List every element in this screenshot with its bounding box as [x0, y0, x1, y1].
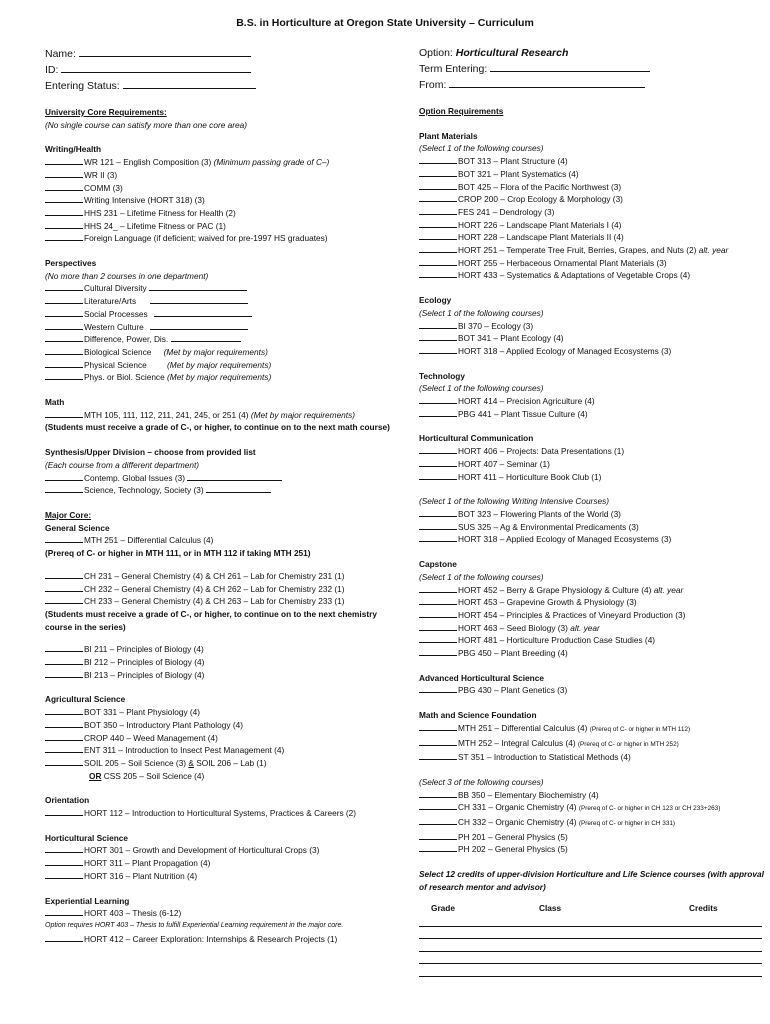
grade-header: Grade [431, 902, 455, 913]
list-item: BOT 323 – Flowering Plants of the World (3) [419, 508, 764, 521]
plant-materials-section: Plant Materials (Select 1 of the following courses) BOT 313 – Plant Structure (4) BOT 321 – Plant Systematics (4) BOT 425 – Flora of the Pacific Northwest (3) CROP 200 – Crop Ecology & Morphology (3) FES 241 – Dendrology (3) HORT 226 – Landscape Plant Materials I (4) HORT 228 – Landscape Plant Materials II (4) HORT 251 – Temperate Tree Fruit, Berries, Grapes, and Nuts (2) alt. year HORT 255 – Herbaceous Ornamental Plant Materials (3) HORT 433 – Systematics & Adaptations of Vegetable Crops (4) [419, 130, 764, 282]
list-item: HORT 406 – Projects: Data Presentations (1) [419, 445, 764, 458]
horticultural-science-section: Horticultural Science HORT 301 – Growth and Development of Horticultural Crops (3) HORT 311 – Plant Propagation (4) HORT 316 – Plant Nutrition (4) [45, 832, 390, 883]
entering-status-field[interactable]: Entering Status: [45, 78, 390, 94]
list-item: Physical Science (Met by major requirements) [45, 359, 390, 372]
list-item: Cultural Diversity [45, 282, 390, 295]
perspectives-section: Perspectives (No more than 2 courses in one department) Cultural Diversity Literature/Arts Social Processes Western Culture Difference, Power, Dis. Biological Science (Met by major requirements) Physical Science (Met by major requirements) Phys. or Biol. Science (Met by major requirements) [45, 257, 390, 384]
experiential-learning-section: Experiential Learning HORT 403 – Thesis (6-12) Option requires HORT 403 – Thesis to fulfill Experiential Learning requirement in the major core. HORT 412 – Career Exploration: Internships & Research Projects (1) [45, 895, 390, 946]
list-item: CH 232 – General Chemistry (4) & CH 262 – Lab for Chemistry 232 (1) [45, 583, 390, 596]
grade-table-row[interactable] [419, 964, 762, 977]
list-item: HORT 463 – Seed Biology (3) alt. year [419, 622, 764, 635]
list-item: ST 351 – Introduction to Statistical Methods (4) [419, 751, 764, 764]
list-item: BOT 331 – Plant Physiology (4) [45, 706, 390, 719]
list-item: HHS 24_ – Lifetime Fitness or PAC (1) [45, 220, 390, 233]
list-item: HORT 251 – Temperate Tree Fruit, Berries, Grapes, and Nuts (2) alt. year [419, 244, 764, 257]
list-item: WR II (3) [45, 169, 390, 182]
list-item: Science, Technology, Society (3) [45, 484, 390, 497]
list-item: HORT 255 – Herbaceous Ornamental Plant Materials (3) [419, 257, 764, 270]
list-item: HORT 403 – Thesis (6-12) [45, 907, 390, 920]
list-item: ENT 311 – Introduction to Insect Pest Management (4) [45, 744, 390, 757]
credits-header: Credits [689, 902, 718, 913]
writing-health-section: Writing/Health WR 121 – English Composition (3) (Minimum passing grade of C–) WR II (3) COMM (3) Writing Intensive (HORT 318) (3) HHS 231 – Lifetime Fitness for Health (2) HHS 24_ – Lifetime Fitness or PAC (1) Foreign Language (if deficient; waived for pre-1997 HS graduates) [45, 143, 390, 245]
technology-section: Technology (Select 1 of the following courses) HORT 414 – Precision Agriculture (4) PBG 441 – Plant Tissue Culture (4) [419, 370, 764, 421]
option-field: Option: Horticultural Research [419, 47, 569, 59]
list-item: BI 370 – Ecology (3) [419, 320, 764, 333]
list-item: CROP 440 – Weed Management (4) [45, 732, 390, 745]
list-item: MTH 252 – Integral Calculus (4) (Prereq of C- or higher in MTH 252) [419, 737, 764, 752]
horticultural-communication-section: Horticultural Communication HORT 406 – Projects: Data Presentations (1) HORT 407 – Seminar (1) HORT 411 – Horticulture Book Club (1) (Select 1 of the following Writing Intensive Courses) BOT 323 – Flowering Plants of the World (3) SUS 325 – Ag & Environmental Predicaments (3) HORT 318 – Applied Ecology of Managed Ecosystems (3) [419, 432, 764, 546]
list-item: Phys. or Biol. Science (Met by major requirements) [45, 371, 390, 384]
list-item: BOT 313 – Plant Structure (4) [419, 155, 764, 168]
from-field[interactable]: From: [419, 77, 764, 93]
list-item: BOT 321 – Plant Systematics (4) [419, 168, 764, 181]
list-item: Western Culture [45, 321, 390, 334]
list-item: HORT 316 – Plant Nutrition (4) [45, 870, 390, 883]
list-item: Difference, Power, Dis. [45, 333, 390, 346]
grade-table-row[interactable] [419, 952, 762, 965]
grade-table-header [419, 902, 764, 915]
grade-table [419, 902, 764, 977]
list-item: CH 231 – General Chemistry (4) & CH 261 – Lab for Chemistry 231 (1) [45, 570, 390, 583]
advanced-horticultural-science-section: Advanced Horticultural Science PBG 430 – Plant Genetics (3) [419, 672, 764, 697]
list-item: CH 331 – Organic Chemistry (4) (Prereq of C- or higher in CH 123 or CH 233+263) [419, 801, 764, 816]
list-item: BI 213 – Principles of Biology (4) [45, 669, 390, 682]
list-item: PBG 450 – Plant Breeding (4) [419, 647, 764, 660]
list-item: PH 201 – General Physics (5) [419, 831, 764, 844]
list-item: MTH 251 – Differential Calculus (4) (Prereq of C- or higher in MTH 112) [419, 722, 764, 737]
list-item: HORT 481 – Horticulture Production Case Studies (4) [419, 634, 764, 647]
grade-table-row[interactable] [419, 914, 762, 927]
list-item: HORT 412 – Career Exploration: Internships & Research Projects (1) [45, 933, 390, 946]
list-item: SOIL 205 – Soil Science (3) & SOIL 206 – Lab (1) [45, 757, 390, 770]
list-item: HORT 414 – Precision Agriculture (4) [419, 395, 764, 408]
core-requirements: University Core Requirements: (No single course can satisfy more than one core area) [45, 107, 247, 130]
list-item: Social Processes [45, 308, 390, 321]
list-item: Literature/Arts [45, 295, 390, 308]
list-item: PBG 441 – Plant Tissue Culture (4) [419, 408, 764, 421]
list-item: HORT 453 – Grapevine Growth & Physiology (3) [419, 596, 764, 609]
math-science-foundation-section: Math and Science Foundation MTH 251 – Differential Calculus (4) (Prereq of C- or higher in MTH 112) MTH 252 – Integral Calculus (4) (Prereq of C- or higher in MTH 252) ST 351 – Introduction to Statistical Methods (4) (Select 3 of the following courses) BB 350 – Elementary Biochemistry (4) CH 331 – Organic Chemistry (4) (Prereq of C- or higher in CH 123 or CH 233+263) CH 332 – Organic Chemistry (4) (Prereq of C- or higher in CH 331) PH 201 – General Physics (5) PH 202 – General Physics (5) [419, 709, 764, 856]
list-item: HORT 452 – Berry & Grape Physiology & Culture (4) alt. year [419, 584, 764, 597]
list-item: CROP 200 – Crop Ecology & Morphology (3) [419, 193, 764, 206]
option-requirements-heading: Option Requirements [419, 106, 504, 116]
list-item: HORT 112 – Introduction to Horticultural Systems, Practices & Careers (2) [45, 807, 390, 820]
list-item: HORT 301 – Growth and Development of Horticultural Crops (3) [45, 844, 390, 857]
list-item: BOT 425 – Flora of the Pacific Northwest (3) [419, 181, 764, 194]
list-item: HORT 318 – Applied Ecology of Managed Ecosystems (3) [419, 345, 764, 358]
list-item: CH 233 – General Chemistry (4) & CH 263 – Lab for Chemistry 233 (1) [45, 595, 390, 608]
major-core-section: Major Core: General Science MTH 251 – Differential Calculus (4) (Prereq of C- or higher in MTH 111, or in MTH 112 if taking MTH 251) CH 231 – General Chemistry (4) & CH 261 – Lab for Chemistry 231 (1) CH 232 – General Chemistry (4) & CH 262 – Lab for Chemistry 232 (1) CH 233 – General Chemistry (4) & CH 263 – Lab for Chemistry 233 (1) (Students must receive a grade of C-, or higher, to continue on to the next chemistry course in the series) BI 211 – Principles of Biology (4) BI 212 – Principles of Biology (4) BI 213 – Principles of Biology (4) [45, 509, 390, 681]
list-item: PBG 430 – Plant Genetics (3) [419, 684, 764, 697]
list-item: HORT 407 – Seminar (1) [419, 458, 764, 471]
list-item: WR 121 – English Composition (3) (Minimum passing grade of C–) [45, 156, 390, 169]
orientation-section: Orientation HORT 112 – Introduction to Horticultural Systems, Practices & Careers (2) [45, 794, 390, 819]
class-header: Class [539, 902, 562, 913]
list-item: Foreign Language (if deficient; waived for pre-1997 HS graduates) [45, 232, 390, 245]
list-item: CH 332 – Organic Chemistry (4) (Prereq of C- or higher in CH 331) [419, 816, 764, 831]
page-title: B.S. in Horticulture at Oregon State University – Curriculum [236, 17, 534, 29]
list-item: Biological Science (Met by major requirements) [45, 346, 390, 359]
list-item: PH 202 – General Physics (5) [419, 843, 764, 856]
capstone-section: Capstone (Select 1 of the following courses) HORT 452 – Berry & Grape Physiology & Culture (4) alt. year HORT 453 – Grapevine Growth & Physiology (3) HORT 454 – Principles & Practices of Vineyard Production (3) HORT 463 – Seed Biology (3) alt. year HORT 481 – Horticulture Production Case Studies (4) PBG 450 – Plant Breeding (4) [419, 558, 764, 660]
list-item: HORT 454 – Principles & Practices of Vineyard Production (3) [419, 609, 764, 622]
list-item: SUS 325 – Ag & Environmental Predicaments (3) [419, 521, 764, 534]
list-item: HORT 318 – Applied Ecology of Managed Ecosystems (3) [419, 533, 764, 546]
right-column [419, 46, 764, 977]
list-item: Writing Intensive (HORT 318) (3) [45, 194, 390, 207]
term-entering-field[interactable]: Term Entering: [419, 61, 764, 77]
agricultural-science-section: Agricultural Science BOT 331 – Plant Physiology (4) BOT 350 – Introductory Plant Pathology (4) CROP 440 – Weed Management (4) ENT 311 – Introduction to Insect Pest Management (4) SOIL 205 – Soil Science (3) & SOIL 206 – Lab (1) OR CSS 205 – Soil Science (4) [45, 693, 390, 782]
grade-table-row[interactable] [419, 927, 762, 940]
left-column [45, 46, 390, 945]
list-item: FES 241 – Dendrology (3) [419, 206, 764, 219]
math-section: Math MTH 105, 111, 112, 211, 241, 245, or 251 (4) (Met by major requirements) (Students must receive a grade of C-, or higher, to continue on to the next math course) [45, 397, 390, 433]
list-item: MTH 105, 111, 112, 211, 241, 245, or 251 (4) (Met by major requirements) [45, 409, 390, 422]
list-item: HORT 411 – Horticulture Book Club (1) [419, 471, 764, 484]
select-12-credits-note: Select 12 credits of upper-division Horticulture and Life Science courses (with approval of research mentor and advisor) [419, 869, 764, 892]
list-item: BOT 350 – Introductory Plant Pathology (4) [45, 719, 390, 732]
list-item: OR CSS 205 – Soil Science (4) [89, 770, 205, 781]
list-item: HORT 433 – Systematics & Adaptations of Vegetable Crops (4) [419, 269, 764, 282]
list-item: Contemp. Global Issues (3) [45, 472, 390, 485]
name-field[interactable]: Name: [45, 46, 390, 62]
list-item: MTH 251 – Differential Calculus (4) [45, 534, 390, 547]
synthesis-section: Synthesis/Upper Division – choose from provided list (Each course from a different department) Contemp. Global Issues (3) Science, Technology, Society (3) [45, 446, 390, 497]
list-item: HORT 311 – Plant Propagation (4) [45, 857, 390, 870]
ecology-section: Ecology (Select 1 of the following courses) BI 370 – Ecology (3) BOT 341 – Plant Ecology (4) HORT 318 – Applied Ecology of Managed Ecosystems (3) [419, 294, 764, 358]
list-item: HORT 226 – Landscape Plant Materials I (4) [419, 219, 764, 232]
list-item: BI 212 – Principles of Biology (4) [45, 656, 390, 669]
list-item: BB 350 – Elementary Biochemistry (4) [419, 789, 764, 802]
grade-table-row[interactable] [419, 939, 762, 952]
list-item: COMM (3) [45, 182, 390, 195]
id-field[interactable]: ID: [45, 62, 390, 78]
list-item: BI 211 – Principles of Biology (4) [45, 643, 390, 656]
list-item: BOT 341 – Plant Ecology (4) [419, 332, 764, 345]
list-item: HHS 231 – Lifetime Fitness for Health (2) [45, 207, 390, 220]
list-item: HORT 228 – Landscape Plant Materials II (4) [419, 231, 764, 244]
